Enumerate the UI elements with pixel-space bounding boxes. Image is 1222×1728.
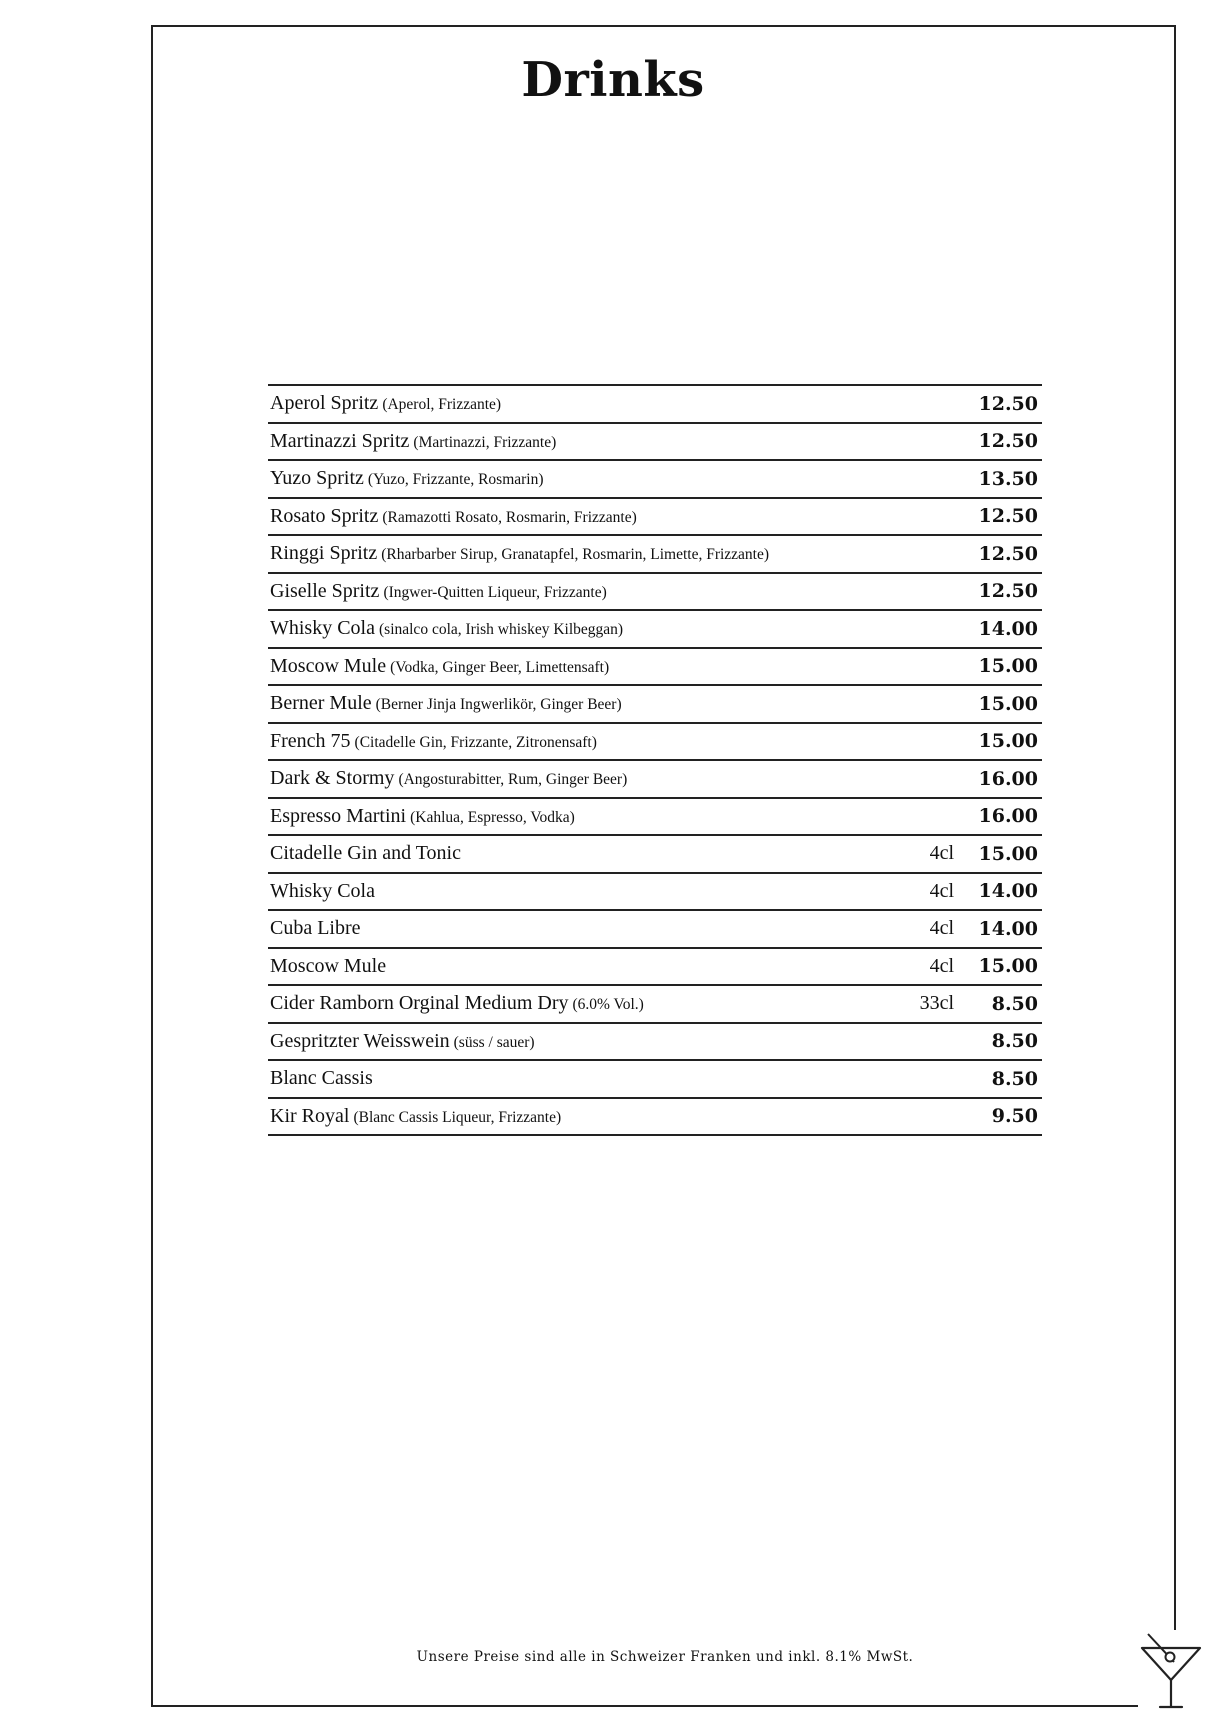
item-description: (Martinazzi, Frizzante) [413,433,557,451]
item-title [268,392,948,415]
item-name: Moscow Mule [270,654,387,677]
item-description: (Yuzo, Frizzante, Rosmarin) [367,471,544,489]
item-size: 4cl [929,879,954,902]
item-size: 4cl [929,954,954,977]
item-name: Cuba Libre [270,917,361,940]
menu-item [268,1024,1042,1062]
item-price: 15.00 [978,655,1038,678]
item-description: (Ingwer-Quitten Liqueur, Frizzante) [383,583,607,601]
menu-item [268,499,1042,537]
item-description: (Citadelle Gin, Frizzante, Zitronensaft) [354,733,597,751]
menu-item [268,649,1042,687]
item-name: Martinazzi Spritz [270,429,410,452]
item-name: Citadelle Gin and Tonic [270,842,461,865]
item-price: 15.00 [978,955,1038,978]
menu-item [268,874,1042,912]
item-size: 4cl [929,917,954,940]
menu-item [268,724,1042,762]
item-title [268,842,948,865]
menu-item [268,1061,1042,1099]
item-description: (Vodka, Ginger Beer, Limettensaft) [390,658,610,676]
item-price: 14.00 [978,880,1038,903]
item-name: Giselle Spritz [270,579,380,602]
item-price: 16.00 [978,767,1038,790]
item-price: 8.50 [991,1067,1038,1090]
item-price: 12.50 [978,580,1038,603]
item-price: 15.00 [978,692,1038,715]
item-description: (Angosturabitter, Rum, Ginger Beer) [398,771,628,789]
item-description: (süss / sauer) [453,1033,535,1051]
menu-item [268,461,1042,499]
item-size: 33cl [919,992,954,1015]
menu-item [268,799,1042,837]
drinks-list [268,384,1042,1136]
item-title [268,955,948,978]
item-description: (Aperol, Frizzante) [382,396,502,414]
item-name: Kir Royal [270,1104,350,1127]
menu-item [268,686,1042,724]
item-price: 12.50 [978,542,1038,565]
item-price: 15.00 [978,730,1038,753]
item-name: Aperol Spritz [270,392,379,415]
menu-item [268,574,1042,612]
item-title [268,917,948,940]
item-name: Gespritzter Weisswein [270,1029,450,1052]
item-size: 4cl [929,842,954,865]
item-name: Whisky Cola [270,617,375,640]
item-name: Moscow Mule [270,954,387,977]
item-title [268,1030,948,1053]
item-description: (Berner Jinja Ingwerlikör, Ginger Beer) [375,696,622,714]
item-title [268,880,948,903]
menu-item [268,911,1042,949]
item-title [268,730,948,753]
item-price: 12.50 [978,392,1038,415]
item-price: 13.50 [978,467,1038,490]
item-name: Cider Ramborn Orginal Medium Dry [270,992,569,1015]
item-price: 15.00 [978,842,1038,865]
item-price: 16.00 [978,805,1038,828]
item-title [268,767,948,790]
item-title [268,505,948,528]
item-name: Espresso Martini [270,804,407,827]
item-title [268,617,948,640]
item-title [268,467,948,490]
item-name: Whisky Cola [270,879,375,902]
item-title [268,655,948,678]
item-description: (Kahlua, Espresso, Vodka) [410,808,575,826]
menu-item [268,949,1042,987]
item-price: 12.50 [978,430,1038,453]
item-price: 14.00 [978,917,1038,940]
price-note: Unsere Preise sind alle in Schweizer Franken und inkl. 8.1% MwSt. [416,1649,914,1665]
menu-item [268,611,1042,649]
menu-item [268,761,1042,799]
item-price: 8.50 [991,992,1038,1015]
item-description: (Ramazotti Rosato, Rosmarin, Frizzante) [382,508,637,526]
menu-item [268,536,1042,574]
item-title [268,430,948,453]
item-title [268,805,948,828]
item-name: Yuzo Spritz [270,467,364,490]
menu-item [268,986,1042,1024]
menu-item [268,386,1042,424]
item-description: (6.0% Vol.) [572,996,644,1014]
item-title [268,1067,948,1090]
item-price: 14.00 [978,617,1038,640]
item-name: French 75 [270,729,351,752]
item-title [268,542,948,565]
menu-item [268,424,1042,462]
item-price: 12.50 [978,505,1038,528]
item-name: Rosato Spritz [270,504,379,527]
item-title [268,580,948,603]
menu-item [268,836,1042,874]
item-description: (Blanc Cassis Liqueur, Frizzante) [353,1108,562,1126]
menu-item [268,1099,1042,1137]
item-name: Dark & Stormy [270,767,395,790]
item-description: (sinalco cola, Irish whiskey Kilbeggan) [379,621,624,639]
page-title: Drinks [521,52,705,108]
item-price: 8.50 [991,1030,1038,1053]
item-name: Ringgi Spritz [270,542,378,565]
item-title [268,992,948,1015]
item-title [268,1105,948,1128]
item-name: Berner Mule [270,692,372,715]
martini-glass-icon [1138,1630,1204,1712]
item-description: (Rharbarber Sirup, Granatapfel, Rosmarin, Limette, Frizzante) [381,546,770,564]
item-title [268,692,948,715]
item-price: 9.50 [991,1105,1038,1128]
item-name: Blanc Cassis [270,1067,373,1090]
